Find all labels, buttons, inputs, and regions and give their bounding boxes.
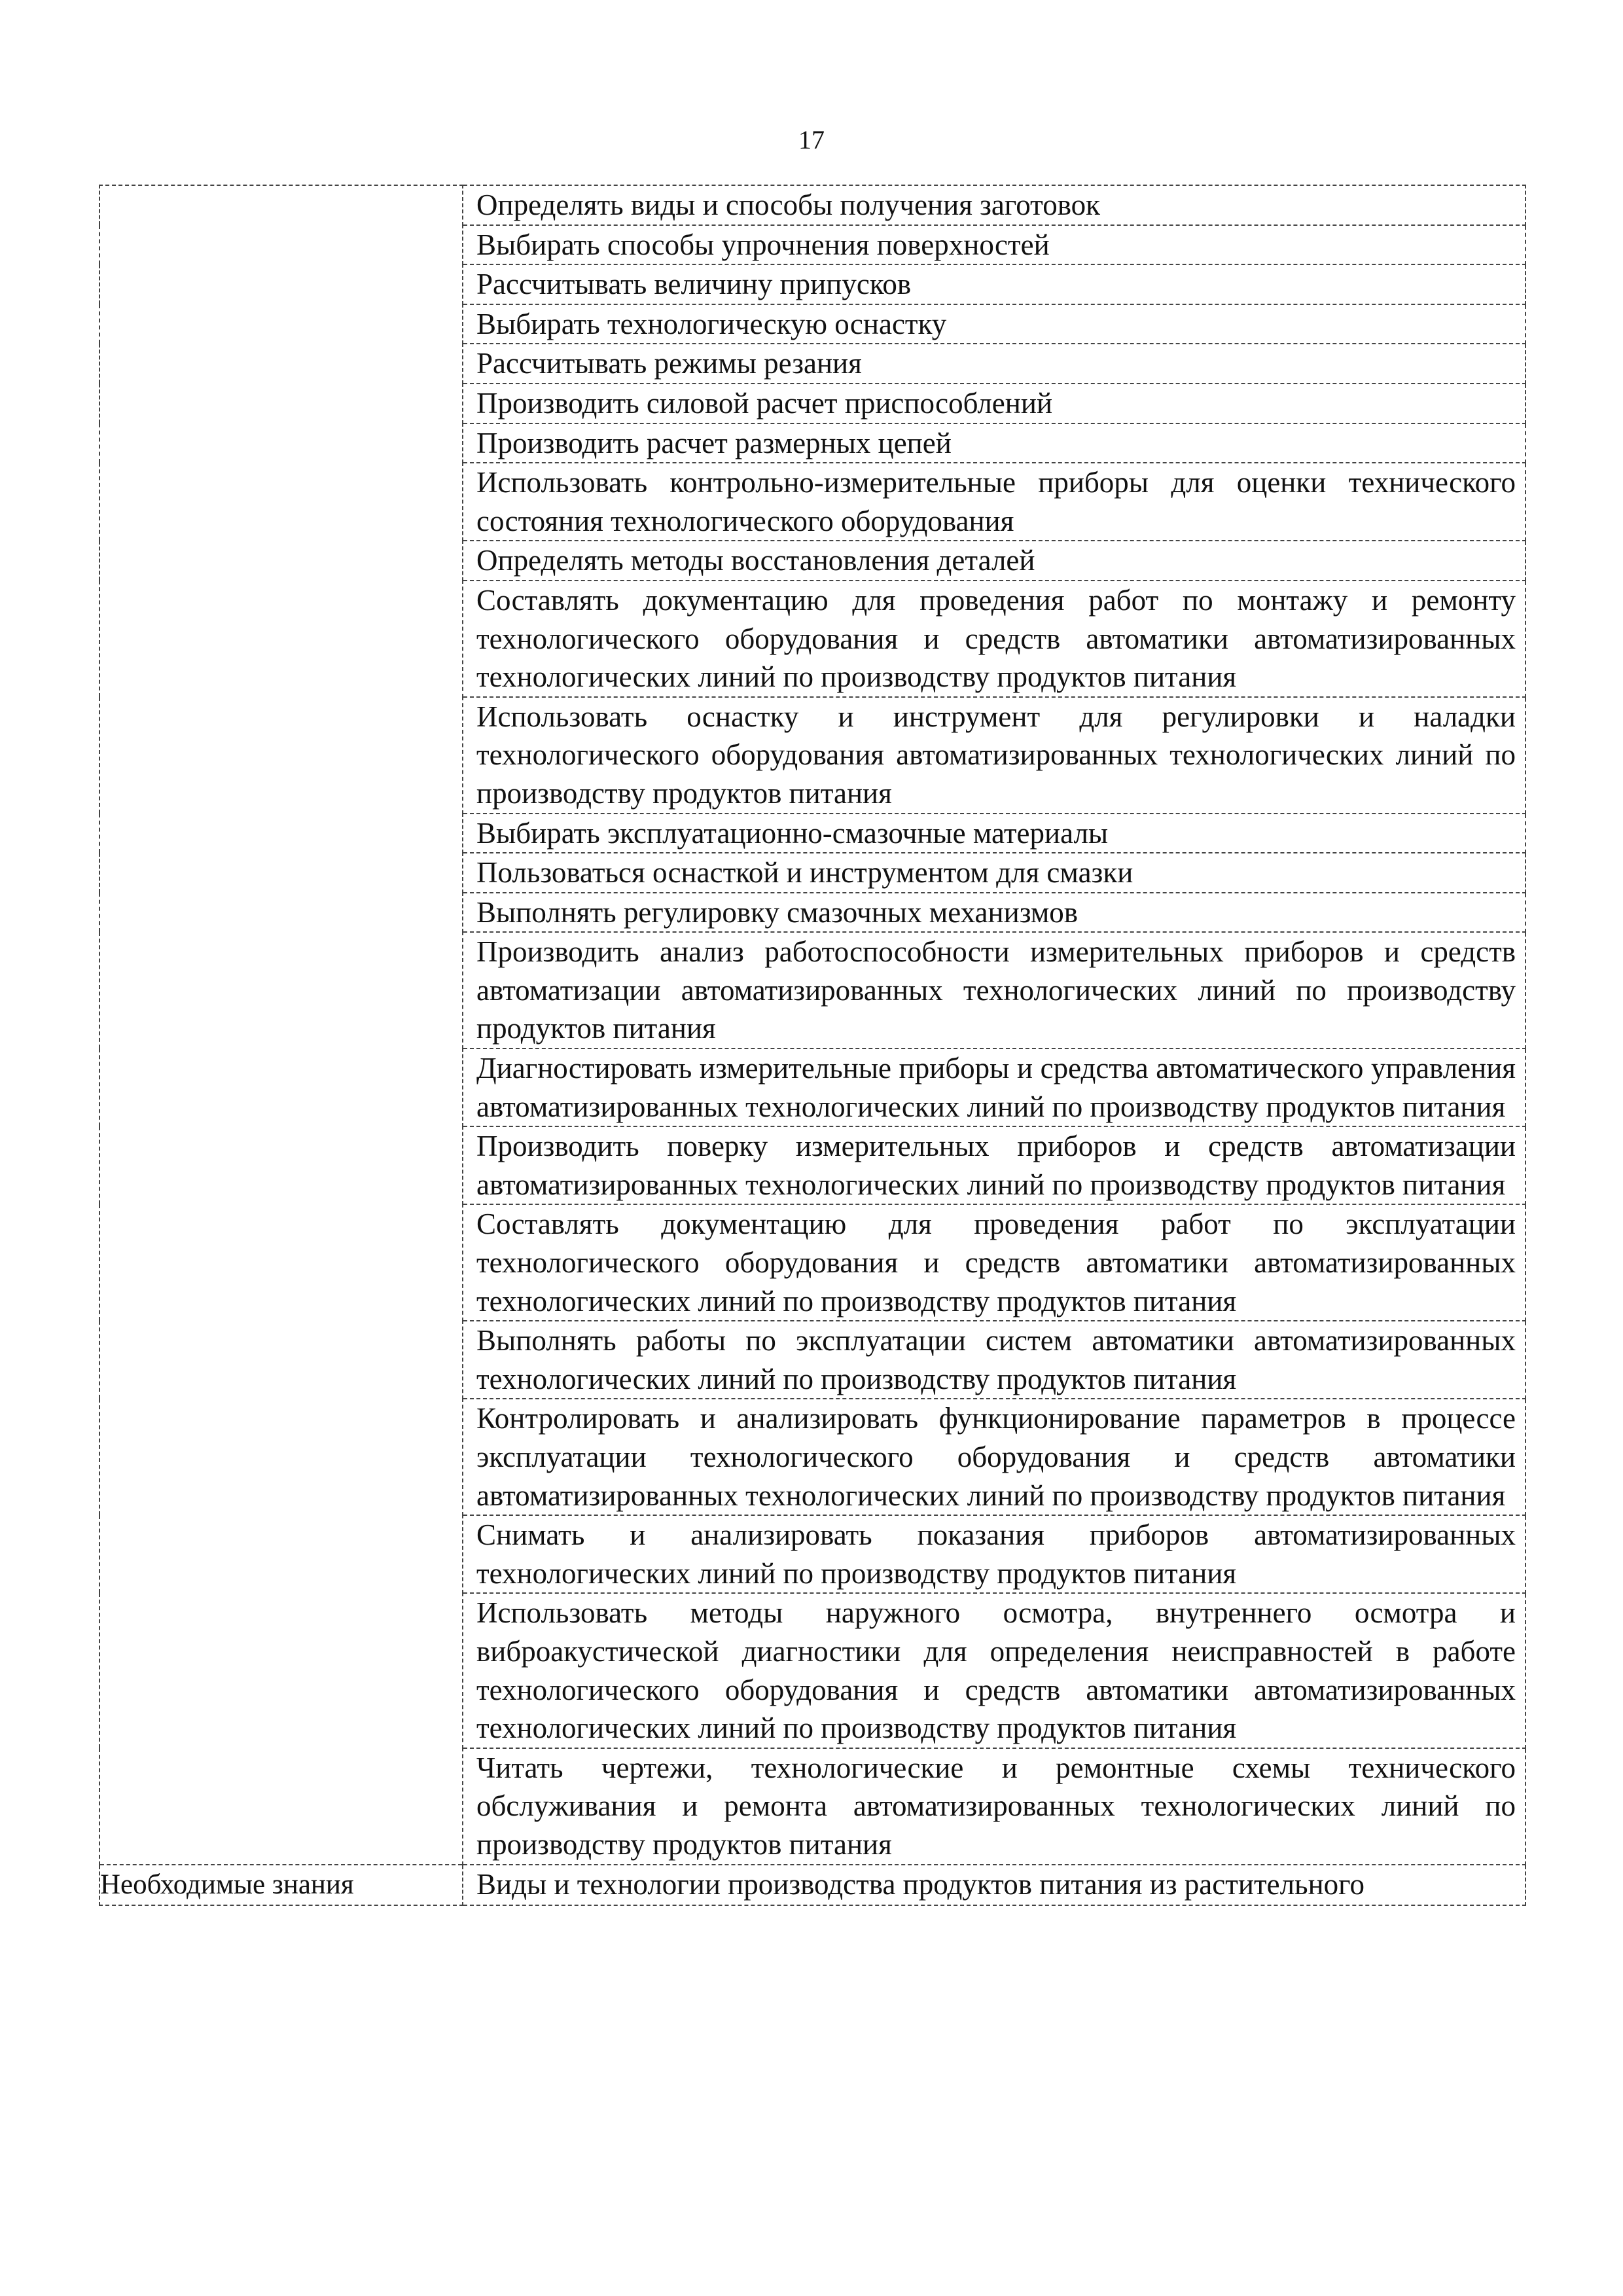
skill-item: Рассчитывать величину припусков [463,264,1525,304]
page-number: 17 [798,125,825,154]
skill-item: Выполнять работы по эксплуатации систем автоматики автоматизированных технологических линий по производству продуктов питания [463,1321,1525,1399]
table-row [99,1865,1525,1905]
skill-item: Выбирать технологическую оснастку [463,304,1525,344]
skill-item: Снимать и анализировать показания приборов автоматизированных технологических линий по производству продуктов питания [463,1515,1525,1593]
skill-item: Использовать методы наружного осмотра, внутреннего осмотра и виброакустической диагностики для определения неисправностей в работе технологического оборудования и средств автоматики автоматизированных технологических линий по производству продуктов питания [463,1593,1525,1748]
skill-item: Диагностировать измерительные приборы и средства автоматического управления автоматизированных технологических линий по производству продуктов питания [463,1049,1525,1126]
knowledge-item: Виды и технологии производства продуктов питания из растительного [463,1865,1525,1905]
table-row [99,185,1525,225]
skills-label-cell [99,185,463,1865]
skill-item: Использовать контрольно-измерительные приборы для оценки технического состояния технологического оборудования [463,463,1525,541]
skill-item: Использовать оснастку и инструмент для регулировки и наладки технологического оборудования автоматизированных технологических линий по производству продуктов питания [463,697,1525,814]
skill-item: Производить поверку измерительных приборов и средств автоматизации автоматизированных технологических линий по производству продуктов питания [463,1126,1525,1204]
skill-item: Выполнять регулировку смазочных механизмов [463,893,1525,933]
skill-item: Определять виды и способы получения заготовок [463,185,1525,225]
skill-item: Составлять документацию для проведения работ по монтажу и ремонту технологического оборудования и средств автоматики автоматизированных технологических линий по производству продуктов питания [463,581,1525,697]
skill-item: Читать чертежи, технологические и ремонтные схемы технического обслуживания и ремонта автоматизированных технологических линий по производству продуктов питания [463,1748,1525,1865]
skill-item: Производить анализ работоспособности измерительных приборов и средств автоматизации автоматизированных технологических линий по производству продуктов питания [463,932,1525,1049]
skill-item: Пользоваться оснасткой и инструментом для смазки [463,853,1525,893]
skill-item: Составлять документацию для проведения работ по эксплуатации технологического оборудования и средств автоматики автоматизированных технологических линий по производству продуктов питания [463,1204,1525,1321]
skill-item: Выбирать способы упрочнения поверхностей [463,225,1525,265]
skill-item: Определять методы восстановления деталей [463,541,1525,581]
skill-item: Производить силовой расчет приспособлений [463,384,1525,423]
skill-item: Выбирать эксплуатационно-смазочные материалы [463,814,1525,853]
knowledge-label: Необходимые знания [99,1865,463,1905]
skills-table [99,185,1526,1906]
skill-item: Рассчитывать режимы резания [463,344,1525,384]
skill-item: Производить расчет размерных цепей [463,423,1525,463]
skill-item: Контролировать и анализировать функционирование параметров в процессе эксплуатации технологического оборудования и средств автоматики автоматизированных технологических линий по производству продуктов питания [463,1399,1525,1515]
